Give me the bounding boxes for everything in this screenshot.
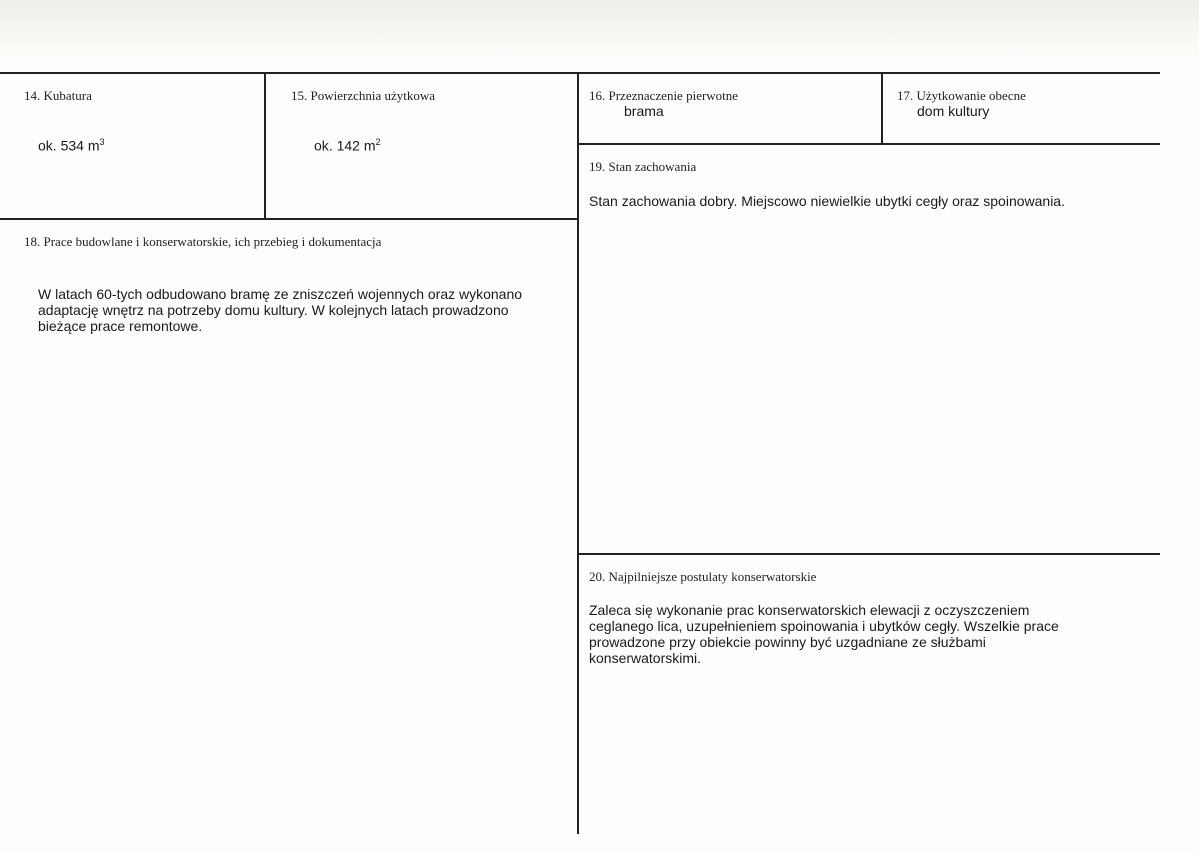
stan-text: Stan zachowania dobry. Miejscowo niewielkie ubytki cegły oraz spoinowania. bbox=[589, 193, 1065, 209]
kubatura-label: 14. Kubatura bbox=[24, 88, 92, 103]
przeznaczenie-value: brama bbox=[624, 103, 664, 119]
uzytkowanie-value: dom kultury bbox=[917, 103, 990, 119]
powierzchnia-value: ok. 142 $m^2$ bbox=[314, 137, 381, 154]
prace-line: W latach 60-tych odbudowano bramę ze zniszczeń wojennych oraz wykonano bbox=[38, 286, 523, 302]
uzytkowanie-label: 17. Użytkowanie obecne bbox=[897, 88, 1026, 103]
prace-text bbox=[38, 286, 558, 334]
postulaty-label: 20. Najpilniejsze postulaty konserwatorskie bbox=[589, 569, 817, 584]
prace-line: bieżące prace remontowe. bbox=[38, 318, 203, 334]
postulaty-line: prowadzone przy obiekcie powinny być uzgadniane ze służbami bbox=[589, 634, 986, 650]
stan-label: 19. Stan zachowania bbox=[589, 159, 697, 174]
scan-shadow bbox=[0, 0, 1199, 60]
przeznaczenie-label: 16. Przeznaczenie pierwotne bbox=[589, 88, 739, 103]
kubatura-value: ok. 534 $m^3$ bbox=[38, 137, 105, 154]
prace-line: adaptację wnętrz na potrzeby domu kultury. W kolejnych latach prowadzono bbox=[38, 302, 509, 318]
postulaty-line: konserwatorskimi. bbox=[589, 650, 702, 666]
postulaty-line: Zaleca się wykonanie prac konserwatorskich elewacji z oczyszczeniem bbox=[589, 602, 1030, 618]
prace-label: 18. Prace budowlane i konserwatorskie, ich przebieg i dokumentacja bbox=[24, 234, 382, 249]
powierzchnia-label: 15. Powierzchnia użytkowa bbox=[291, 88, 436, 103]
postulaty-line: ceglanego lica, uzupełnieniem spoinowania i ubytków cegły. Wszelkie prace bbox=[589, 618, 1059, 634]
postulaty-text bbox=[589, 602, 1089, 666]
